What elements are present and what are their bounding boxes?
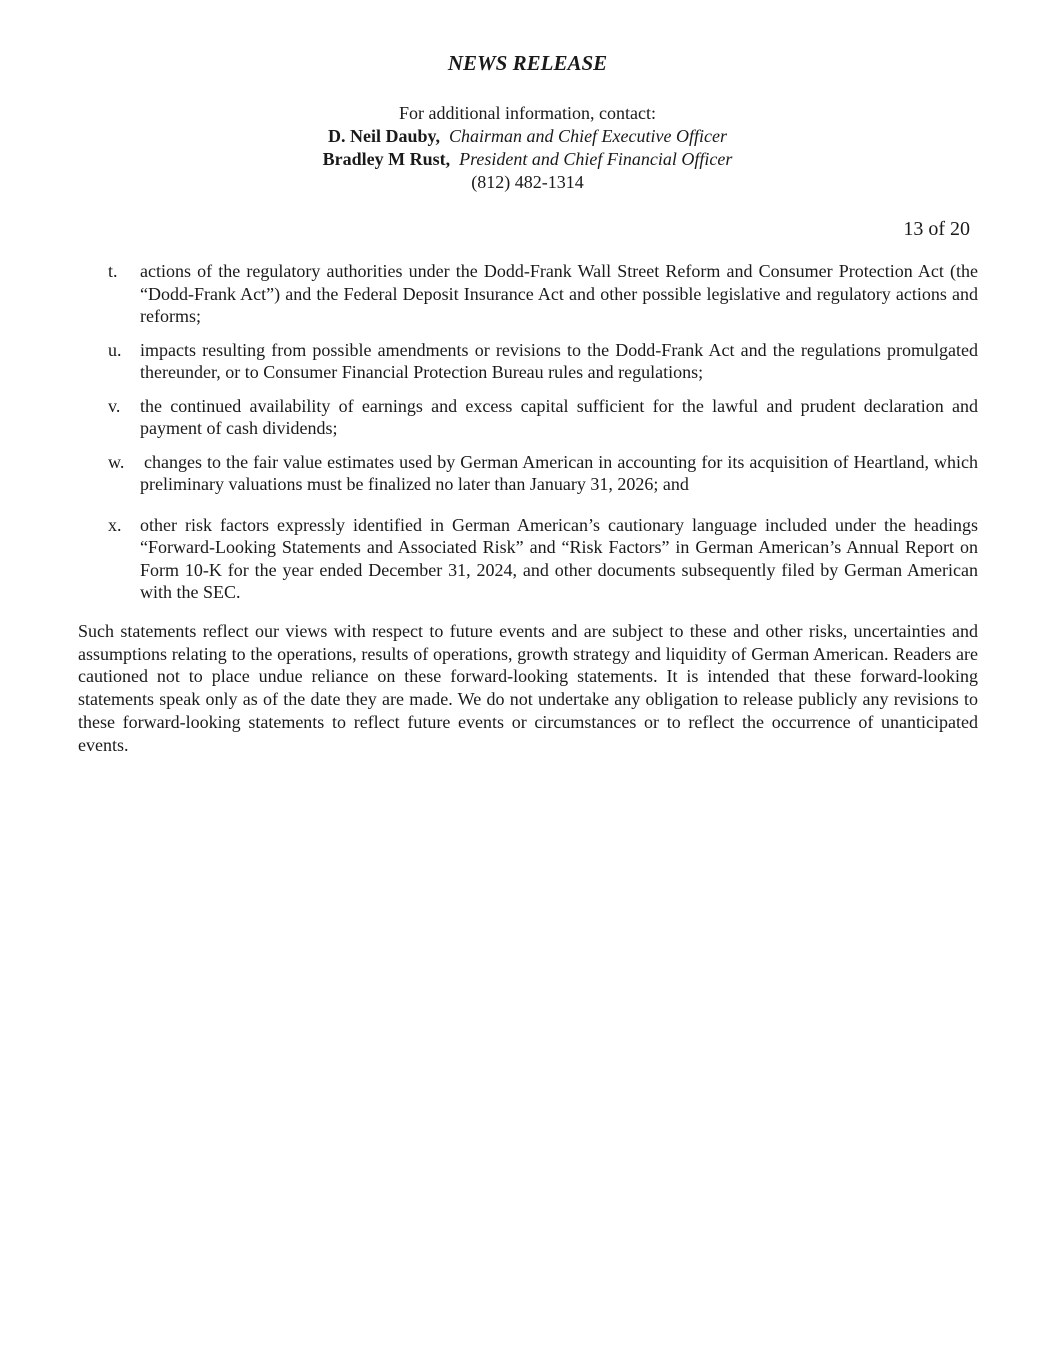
list-marker: x. (108, 514, 122, 535)
list-item-text: impacts resulting from possible amendments or revisions to the Dodd-Frank Act and the regulations promulgated thereunder, or to Consumer Financial Protection Bureau rules and regulations; (140, 339, 978, 382)
list-item (108, 339, 978, 384)
list-marker: v. (108, 395, 121, 416)
list-marker: u. (108, 339, 122, 360)
contact-block (0, 102, 1055, 194)
list-item (108, 395, 978, 440)
contact-phone: (812) 482-1314 (471, 172, 584, 192)
list-item (108, 451, 978, 496)
list-marker: w. (108, 451, 125, 472)
list-item (108, 514, 978, 604)
page-title: NEWS RELEASE (447, 51, 608, 75)
contact-line-ceo (0, 125, 1055, 148)
list-marker: t. (108, 261, 118, 281)
contact-line-cfo (0, 148, 1055, 171)
contact-intro: For additional information, contact: (399, 103, 656, 123)
list-item-text: changes to the fair value estimates used by German American in accounting for its acquisition of Heartland, which preliminary valuations must be finalized no later than January 31, 2026; and (140, 451, 978, 494)
contact-name-ceo: D. Neil Dauby, (328, 126, 441, 146)
contact-role-cfo: President and Chief Financial Officer (459, 149, 733, 169)
contact-role-ceo: Chairman and Chief Executive Officer (449, 126, 727, 146)
contact-name-cfo: Bradley M Rust, (322, 149, 451, 169)
list-item-text: other risk factors expressly identified in German American’s cautionary language included under the headings “Forward-Looking Statements and Associated Risk” and “Risk Factors” in German American’s Annual Report on Form 10-K for the year ended December 31, 2024, and other documents subsequently filed by German American with the SEC. (140, 514, 978, 602)
risk-factor-list (108, 260, 978, 604)
closing-paragraph: Such statements reflect our views with respect to future events and are subject to these and other risks, uncertainties and assumptions relating to the operations, results of operations, growth strategy and liquidity of German American. Readers are cautioned not to place undue reliance on these forward-looking statements. It is intended that these forward-looking statements speak only as of the date they are made. We do not undertake any obligation to release publicly any revisions to these forward-looking statements to reflect future events or circumstances or to reflect the occurrence of unanticipated events. (78, 621, 978, 755)
list-item-text: actions of the regulatory authorities under the Dodd-Frank Wall Street Reform and Consumer Protection Act (the “Dodd-Frank Act”) and the Federal Deposit Insurance Act and other possible legislative and regulatory actions and reforms; (140, 261, 978, 326)
list-item (108, 260, 978, 328)
page-number: 13 of 20 (903, 218, 970, 240)
list-item-text: the continued availability of earnings and excess capital sufficient for the lawful and prudent declaration and payment of cash dividends; (140, 395, 978, 438)
